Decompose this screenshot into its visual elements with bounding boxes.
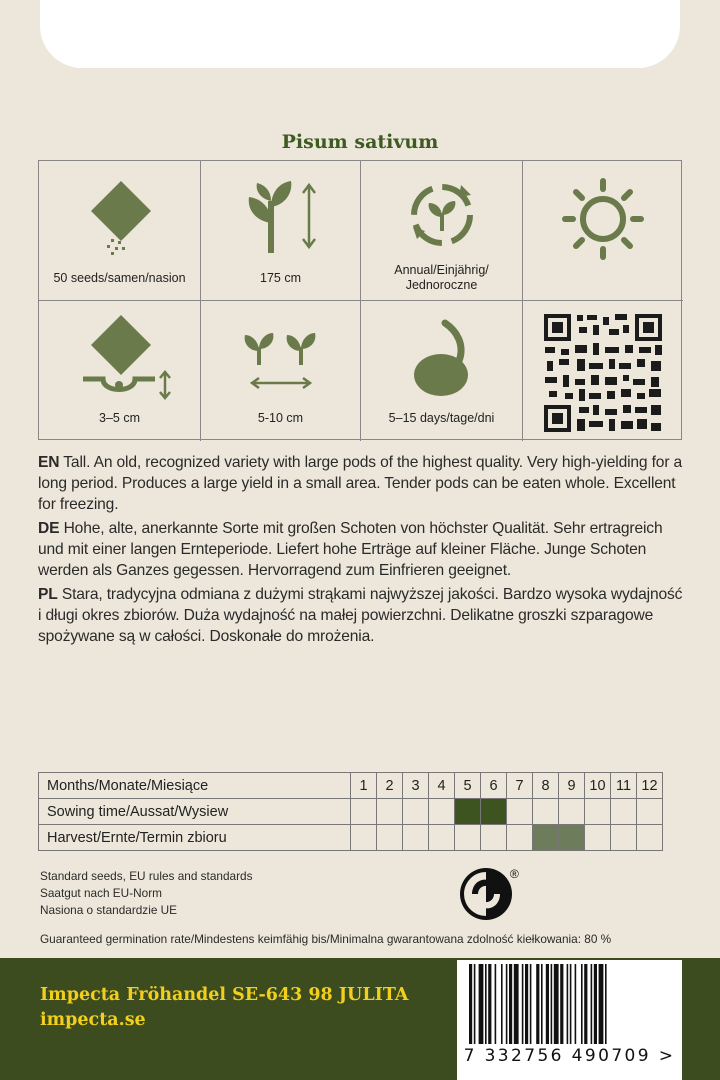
sowing-cell: [507, 799, 533, 825]
plant-spacing-caption: 5-10 cm: [257, 411, 304, 425]
month-4: 4: [429, 773, 455, 799]
barcode-bar: [495, 964, 497, 1044]
barcode-bar: [584, 964, 587, 1044]
barcode-bar: [525, 964, 528, 1044]
sowing-cell: [351, 799, 377, 825]
barcode-bar: [605, 964, 607, 1044]
sowing-label: Sowing time/Aussat/Wysiew: [39, 799, 351, 825]
month-2: 2: [377, 773, 403, 799]
harvest-cell: [403, 825, 429, 851]
barcode-bar: [591, 964, 593, 1044]
barcode-bar: [570, 964, 572, 1044]
harvest-cell: [481, 825, 507, 851]
info-grid: [38, 160, 682, 440]
sowing-cell: [611, 799, 637, 825]
barcode-bar: [514, 964, 519, 1044]
info-cell-seeds: [39, 161, 201, 301]
barcode-bar: [575, 964, 577, 1044]
month-5: 5: [455, 773, 481, 799]
sowing-cell-active: [455, 799, 481, 825]
harvest-cell: [507, 825, 533, 851]
month-3: 3: [403, 773, 429, 799]
month-9: 9: [559, 773, 585, 799]
calendar-months-row: [39, 773, 663, 799]
month-6: 6: [481, 773, 507, 799]
seed-count-caption: 50 seeds/samen/nasion: [53, 271, 186, 285]
svg-text:®: ®: [510, 867, 519, 881]
sowing-cell: [637, 799, 663, 825]
sowing-cell: [377, 799, 403, 825]
description-pl: PL Stara, tradycyjna odmiana z dużymi strąkami najwyższej jakości. Bardzo wysoka wydajność i długi okres zbiorów. Duża wydajność na małej powierzchni. Delikatne groszki szparagowe spożywane są w całości. Doskonałe do mrożenia.: [38, 586, 683, 645]
sowing-depth-icon: [39, 301, 201, 411]
plant-height-caption: 175 cm: [260, 271, 301, 285]
standards-line-pl: Nasiona o standardzie UE: [40, 903, 178, 917]
barcode-bar: [594, 964, 597, 1044]
sowing-depth-caption: 3–5 cm: [99, 411, 140, 425]
barcode-bar: [599, 964, 604, 1044]
barcode-bar: [474, 964, 476, 1044]
barcode-bar: [479, 964, 484, 1044]
month-1: 1: [351, 773, 377, 799]
hang-tab-cutout: [40, 0, 680, 68]
info-cell-depth: [39, 301, 201, 441]
harvest-cell: [455, 825, 481, 851]
info-cell-qr: [523, 301, 683, 441]
harvest-cell: [351, 825, 377, 851]
description-section: [38, 452, 684, 650]
sowing-cell: [429, 799, 455, 825]
calendar-harvest-row: [39, 825, 663, 851]
sun-icon: [523, 161, 683, 281]
barcode-bar: [551, 964, 553, 1044]
info-cell-germination: [361, 301, 523, 441]
harvest-cell: [637, 825, 663, 851]
standards-line-en: Standard seeds, EU rules and standards: [40, 869, 253, 883]
month-12: 12: [637, 773, 663, 799]
annual-caption: Annual/Einjährig/ Jednoroczne: [394, 263, 489, 292]
barcode-bar: [546, 964, 549, 1044]
plant-height-icon: [201, 161, 361, 271]
harvest-cell: [585, 825, 611, 851]
month-7: 7: [507, 773, 533, 799]
sowing-cell: [585, 799, 611, 825]
description-en: EN Tall. An old, recognized variety with large pods of the highest quality. Very high-yielding for a long period. Produces a large yield in a small area. Tender pods can be eaten whole. Excellent for freezing.: [38, 454, 683, 513]
month-10: 10: [585, 773, 611, 799]
info-cell-height: [201, 161, 361, 301]
info-cell-annual: [361, 161, 523, 301]
harvest-cell-active: [559, 825, 585, 851]
calendar-sowing-row: [39, 799, 663, 825]
green-dot-icon: [456, 864, 526, 929]
barcode-bar: [541, 964, 543, 1044]
company-address: Impecta Fröhandel SE-643 98 JULITA: [40, 985, 409, 1005]
harvest-label: Harvest/Ernte/Termin zbioru: [39, 825, 351, 851]
barcode-bar: [522, 964, 524, 1044]
barcode-bar: [509, 964, 512, 1044]
barcode-bar: [560, 964, 563, 1044]
harvest-cell: [377, 825, 403, 851]
month-8: 8: [533, 773, 559, 799]
standards-line-de: Saatgut nach EU-Norm: [40, 886, 162, 900]
barcode-bar: [469, 964, 472, 1044]
sowing-calendar: [38, 772, 663, 851]
barcode-bars: [457, 960, 682, 1050]
barcode-bar: [506, 964, 508, 1044]
sowing-cell-active: [481, 799, 507, 825]
website-link[interactable]: impecta.se: [40, 1010, 146, 1030]
description-de: DE Hohe, alte, anerkannte Sorte mit großen Schoten von höchster Qualität. Sehr ertragreich und mit einer langen Ernteperiode. Liefert hohe Erträge auf kleiner Fläche. Junge Schoten werden als Ganzes gegessen. Hervorragend zum Einfrieren geeignet.: [38, 520, 663, 579]
months-label: Months/Monate/Miesiące: [39, 773, 351, 799]
barcode-bar: [567, 964, 569, 1044]
barcode: [457, 960, 682, 1080]
standards-text: [40, 868, 252, 919]
barcode-bar: [488, 964, 491, 1044]
germination-rate: Guaranteed germination rate/Mindestens keimfähig bis/Minimalna gwarantowana zdolność kiełkowania: 80 %: [40, 932, 612, 946]
harvest-cell-active: [533, 825, 559, 851]
barcode-bar: [536, 964, 539, 1044]
latin-name: Pisum sativum: [281, 131, 439, 153]
harvest-cell: [611, 825, 637, 851]
info-cell-sun: [523, 161, 683, 301]
barcode-bar: [581, 964, 583, 1044]
month-11: 11: [611, 773, 637, 799]
seed-packet-icon: [39, 161, 201, 281]
qr-code-icon[interactable]: [523, 301, 683, 441]
plant-spacing-icon: [201, 301, 361, 411]
germination-caption: 5–15 days/tage/dni: [388, 411, 495, 425]
barcode-bar: [530, 964, 532, 1044]
info-cell-spacing: [201, 301, 361, 441]
barcode-bar: [554, 964, 559, 1044]
barcode-bar: [501, 964, 503, 1044]
sowing-cell: [559, 799, 585, 825]
sowing-cell: [533, 799, 559, 825]
barcode-bar: [485, 964, 487, 1044]
sowing-cell: [403, 799, 429, 825]
barcode-number: 7 332756 490709 >: [463, 1046, 676, 1066]
germination-icon: [361, 301, 523, 411]
annual-cycle-icon: [361, 161, 523, 261]
harvest-cell: [429, 825, 455, 851]
